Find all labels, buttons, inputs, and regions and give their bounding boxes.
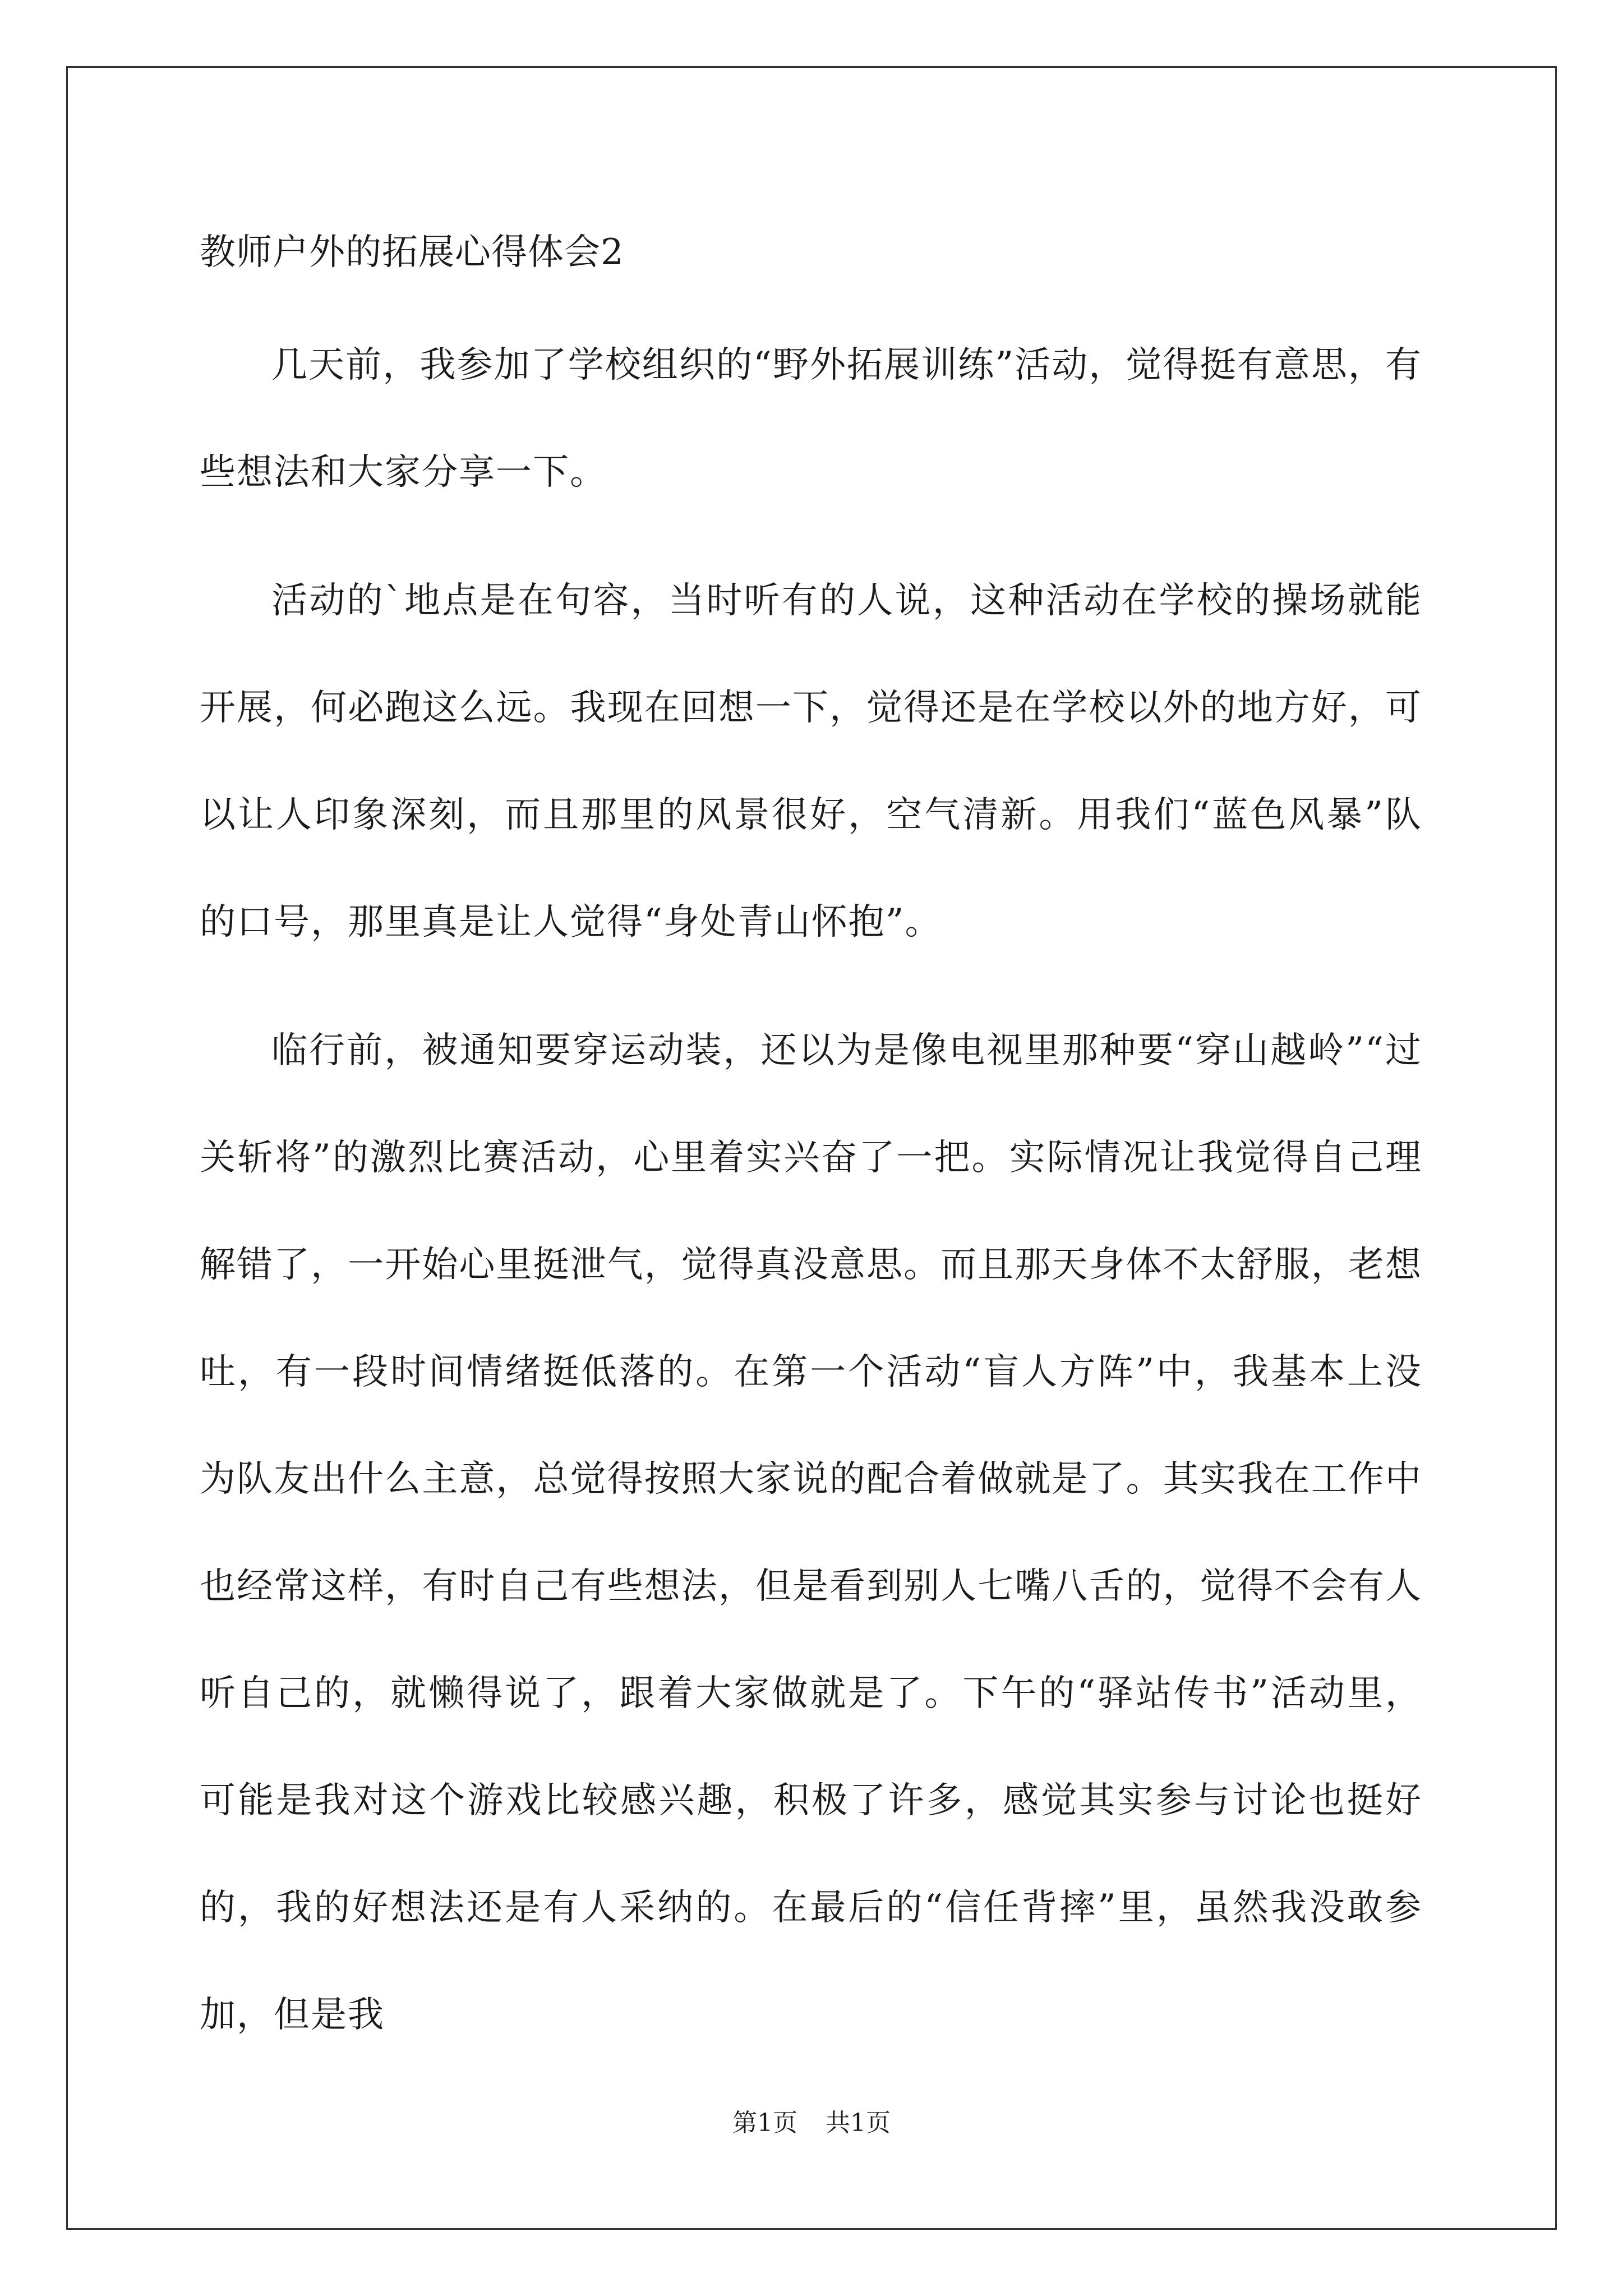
- title-spacer: [200, 280, 1422, 291]
- paragraph-2: 活动的`地点是在句容，当时听有的人说，这种活动在学校的操场就能开展，何必跑这么远。我现在回想一下，觉得还是在学校以外的地方好，可以让人印象深刻，而且那里的风景很好，空气清新。用我们“蓝色风暴”队的口号，那里真是让人觉得“身处青山怀抱”。: [200, 580, 1422, 943]
- paragraph-1: 几天前，我参加了学校组织的“野外拓展训练”活动，觉得挺有意思，有些想法和大家分享一下。: [200, 344, 1422, 493]
- page-number-current: 第1页: [732, 2109, 797, 2137]
- page-footer: [0, 2106, 1623, 2140]
- document-title: 教师户外的拓展心得体会2: [200, 232, 624, 273]
- page-number-total: 共1页: [826, 2109, 891, 2137]
- paragraph-3: 临行前，被通知要穿运动装，还以为是像电视里那种要“穿山越岭”“过关斩将”的激烈比赛活动，心里着实兴奋了一把。实际情况让我觉得自己理解错了，一开始心里挺泄气，觉得真没意思。而且那天身体不太舒服，老想吐，有一段时间情绪挺低落的。在第一个活动“盲人方阵”中，我基本上没为队友出什么主意，总觉得按照大家说的配合着做就是了。其实我在工作中也经常这样，有时自己有些想法，但是看到别人七嘴八舌的，觉得不会有人听自己的，就懒得说了，跟着大家做就是了。下午的“驿站传书”活动里，可能是我对这个游戏比较感兴趣，积极了许多，感觉其实参与讨论也挺好的，我的好想法还是有人采纳的。在最后的“信任背摔”里，虽然我没敢参加，但是我: [200, 1030, 1422, 2036]
- document-body: [200, 224, 1422, 2069]
